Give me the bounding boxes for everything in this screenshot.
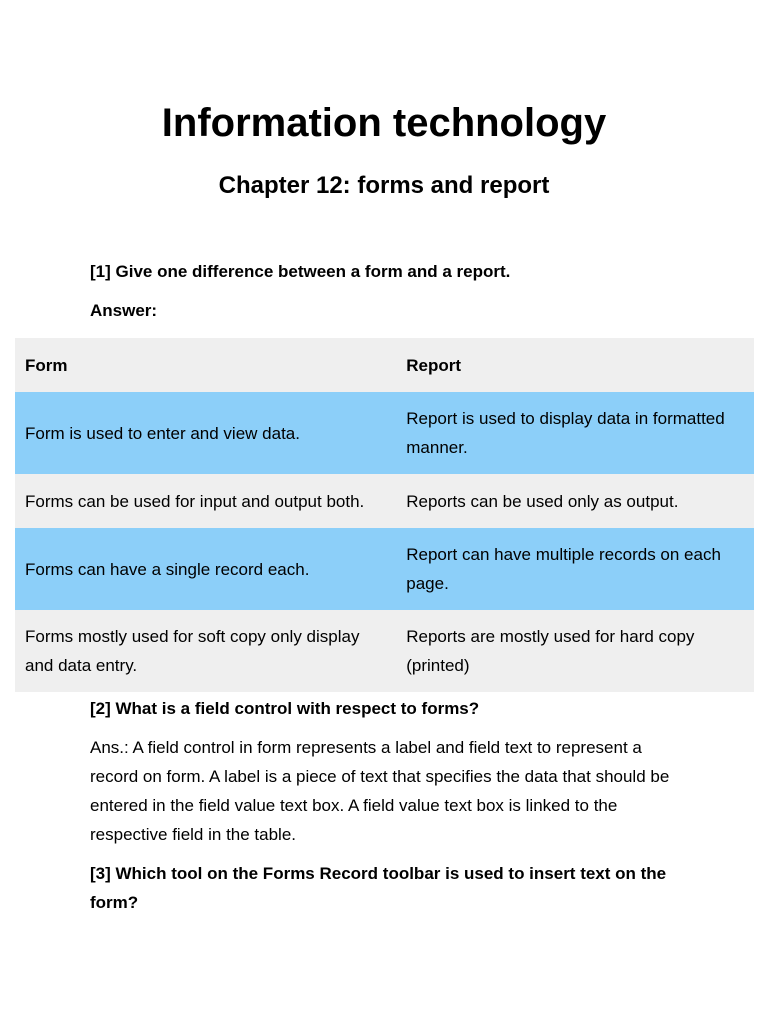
page-title: Information technology bbox=[161, 101, 607, 145]
question-2: [2] What is a field control with respect to forms? bbox=[90, 699, 480, 718]
form-report-comparison-table bbox=[15, 338, 754, 692]
table-header-report: Report bbox=[406, 355, 462, 375]
table-row bbox=[15, 392, 754, 474]
chapter-subtitle: Chapter 12: forms and report bbox=[218, 172, 550, 199]
table-cell: Form is used to enter and view data. bbox=[25, 423, 300, 443]
table-row bbox=[15, 474, 754, 528]
question-3: [3] Which tool on the Forms Record toolbar is used to insert text on the form? bbox=[90, 864, 667, 912]
table-header-row bbox=[15, 338, 754, 392]
table-header-form: Form bbox=[25, 355, 68, 375]
table-row bbox=[15, 528, 754, 610]
table-cell: Forms can be used for input and output both. bbox=[25, 491, 365, 511]
table-cell: Reports are mostly used for hard copy (printed) bbox=[406, 627, 695, 675]
answer-2-text: Ans.: A field control in form represents a label and field text to represent a record on form. A label is a piece of text that specifies the data that should be entered in the field value text box. A field value text box is linked to the respective field in the table. bbox=[90, 738, 670, 844]
answer-label: Answer: bbox=[90, 301, 158, 320]
table-cell: Report is used to display data in formatted manner. bbox=[406, 409, 725, 457]
question-1: [1] Give one difference between a form and a report. bbox=[90, 262, 511, 281]
table-cell: Forms can have a single record each. bbox=[25, 559, 310, 579]
table-cell: Report can have multiple records on each page. bbox=[406, 545, 721, 593]
table-cell: Forms mostly used for soft copy only display and data entry. bbox=[25, 627, 360, 675]
table-row bbox=[15, 610, 754, 692]
table-cell: Reports can be used only as output. bbox=[406, 491, 679, 511]
